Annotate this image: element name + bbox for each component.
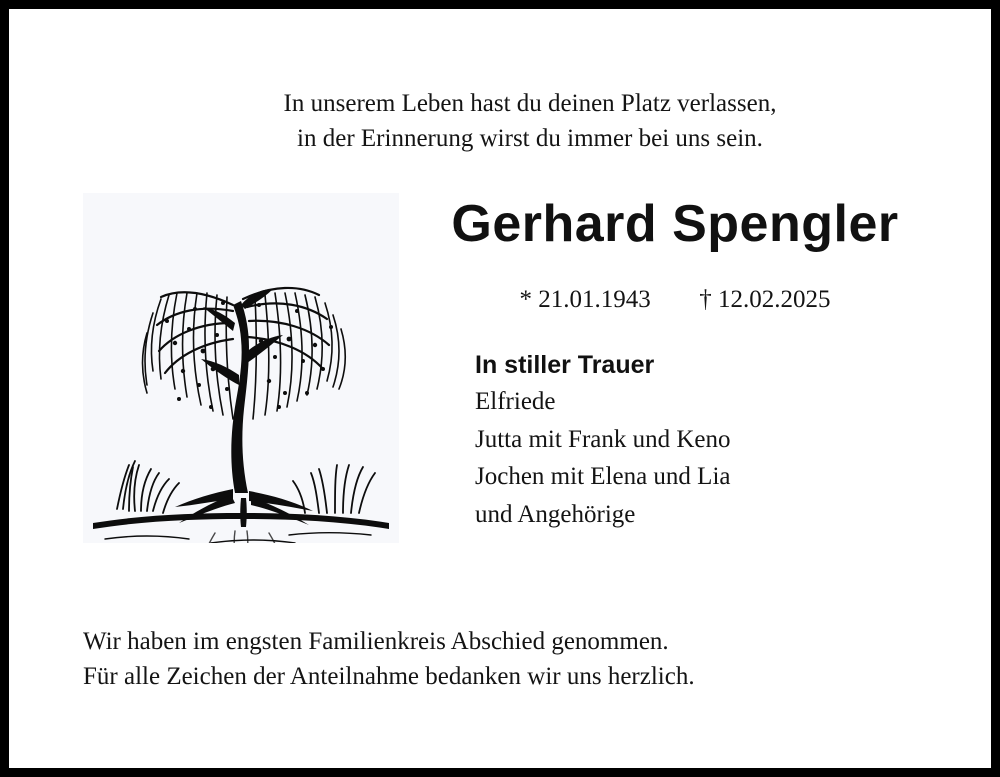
birth-date: 21.01.1943 — [538, 285, 651, 313]
mourner-name: Elfriede — [475, 387, 556, 415]
verse-line-2: in der Erinnerung wirst du immer bei uns sein. — [297, 125, 763, 152]
memorial-verse — [143, 87, 917, 155]
birth-symbol: * — [519, 285, 532, 313]
death-date: 12.02.2025 — [718, 285, 831, 313]
mourner-name: Jutta mit Frank und Keno — [475, 425, 731, 453]
footer-line-2: Für alle Zeichen der Anteilnahme bedanken wir uns herzlich. — [83, 662, 695, 690]
mourner-name: Jochen mit Elena und Lia — [475, 463, 731, 491]
footer-line-1: Wir haben im engsten Familienkreis Abschied genommen. — [83, 628, 669, 655]
funeral-note — [83, 625, 695, 694]
image-column — [83, 193, 403, 543]
text-column — [403, 193, 917, 532]
mourning-title: In stiller Trauer — [475, 350, 655, 379]
obituary-inner — [9, 9, 991, 768]
death-symbol: † — [699, 285, 712, 313]
mourner-name: und Angehörige — [475, 501, 636, 529]
mourning-block — [433, 350, 917, 532]
willow-tree-illustration — [83, 193, 399, 543]
verse-line-1: In unserem Leben hast du deinen Platz verlassen, — [283, 90, 777, 117]
life-dates — [433, 286, 917, 314]
main-content — [83, 193, 917, 543]
deceased-name: Gerhard Spengler — [451, 195, 899, 253]
weeping-willow-image — [83, 193, 399, 543]
